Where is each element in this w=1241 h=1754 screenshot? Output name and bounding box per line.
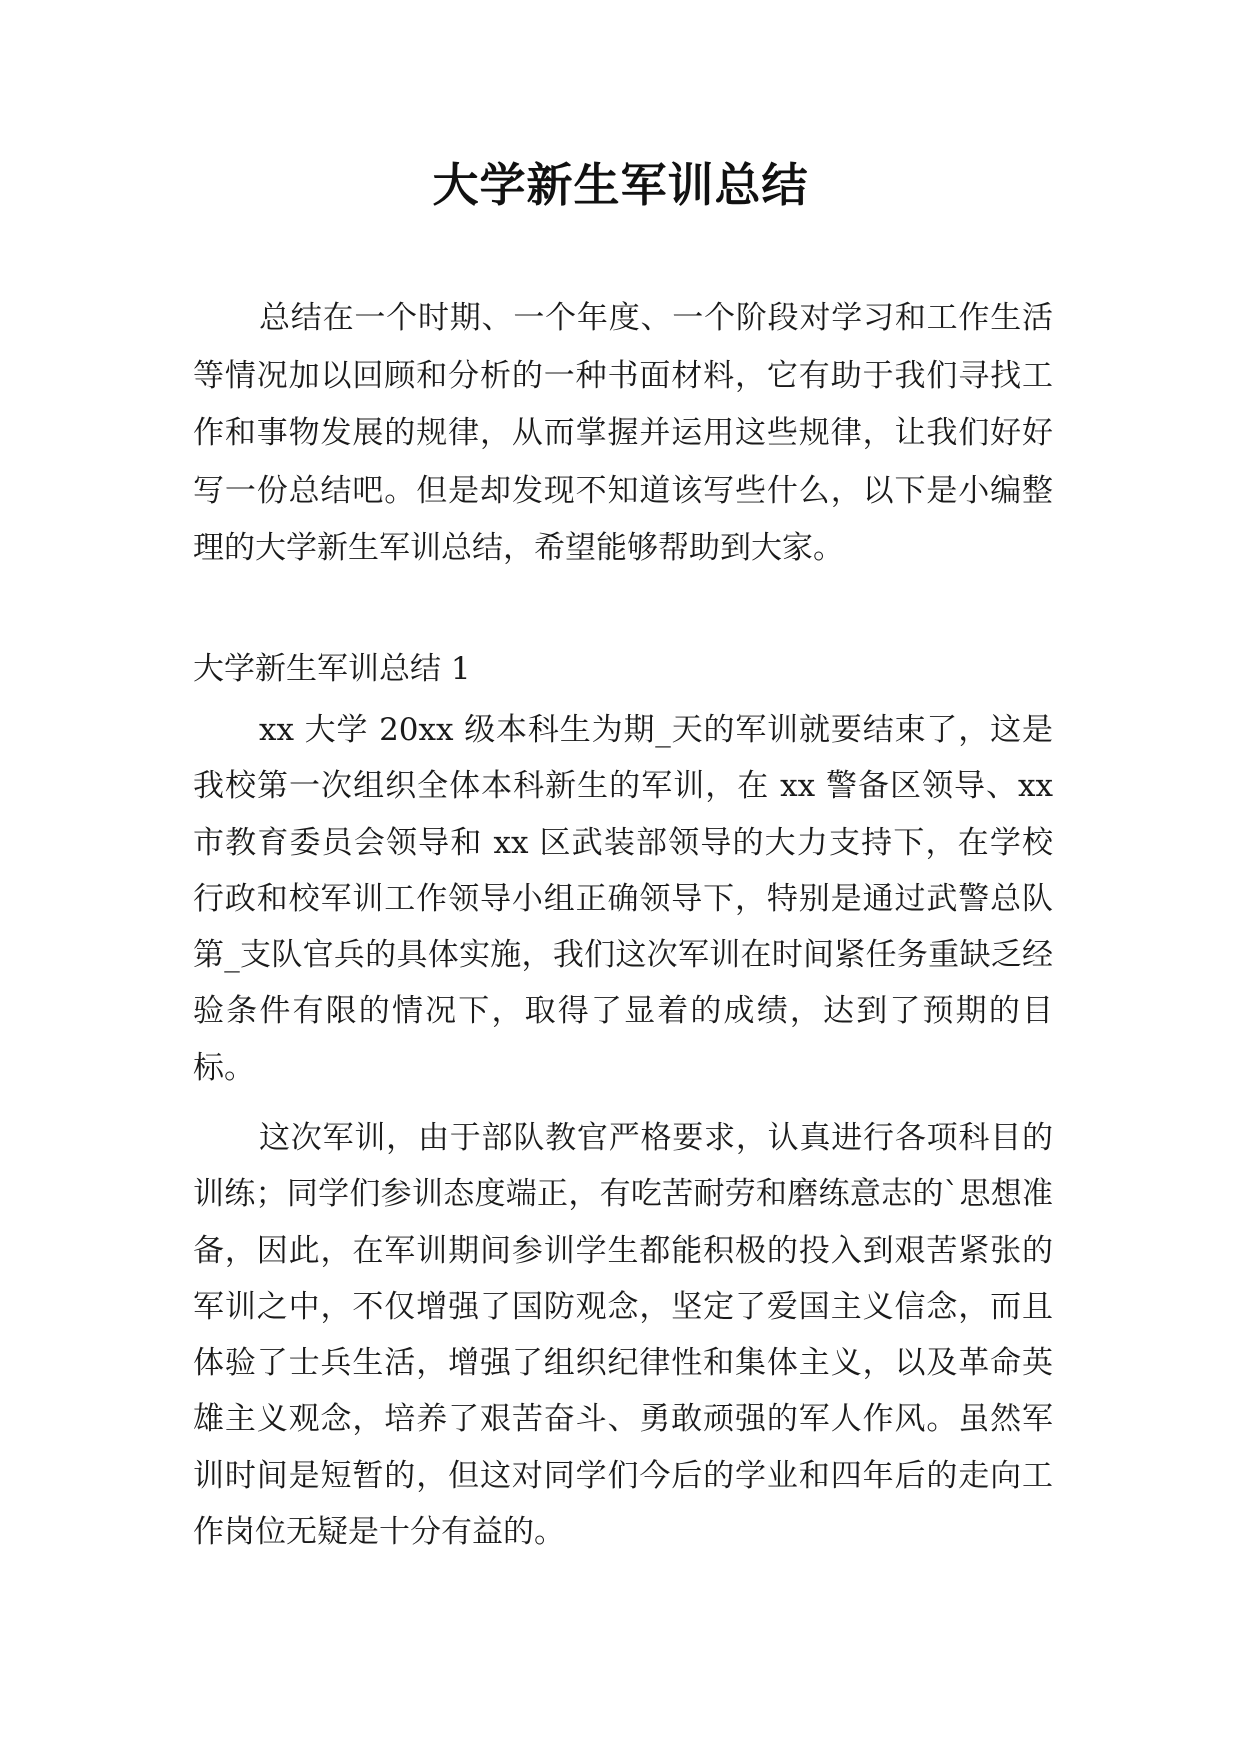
body-paragraph-2: 这次军训，由于部队教官严格要求，认真进行各项科目的训练；同学们参训态度端正，有吃苦耐劳和磨练意志的`思想准备，因此，在军训期间参训学生都能积极的投入到艰苦紧张的军训之中，不仅增强了国防观念，坚定了爱国主义信念，而且体验了士兵生活，增强了组织纪律性和集体主义，以及革命英雄主义观念，培养了艰苦奋斗、勇敢顽强的军人作风。虽然军训时间是短暂的，但这对同学们今后的学业和四年后的走向工作岗位无疑是十分有益的。 — [193, 1120, 1053, 1551]
page-title: 大学新生军训总结 — [432, 158, 809, 212]
body-paragraph-1: xx 大学 20xx 级本科生为期_天的军训就要结束了，这是我校第一次组织全体本科新生的军训，在 xx 警备区领导、xx 市教育委员会领导和 xx 区武装部领导的大力支持下，在学校行政和校军训工作领导小组正确领导下，特别是通过武警总队第_支队官兵的具体实施，我们这次军训在时间紧任务重缺乏经验条件有限的情况下，取得了显着的成绩，达到了预期的目标。 — [193, 712, 1053, 1086]
section-heading: 大学新生军训总结 1 — [193, 651, 471, 687]
intro-paragraph: 总结在一个时期、一个年度、一个阶段对学习和工作生活等情况加以回顾和分析的一种书面材料，它有助于我们寻找工作和事物发展的规律，从而掌握并运用这些规律，让我们好好写一份总结吧。但是却发现不知道该写些什么，以下是小编整理的大学新生军训总结，希望能够帮助到大家。 — [193, 300, 1053, 566]
